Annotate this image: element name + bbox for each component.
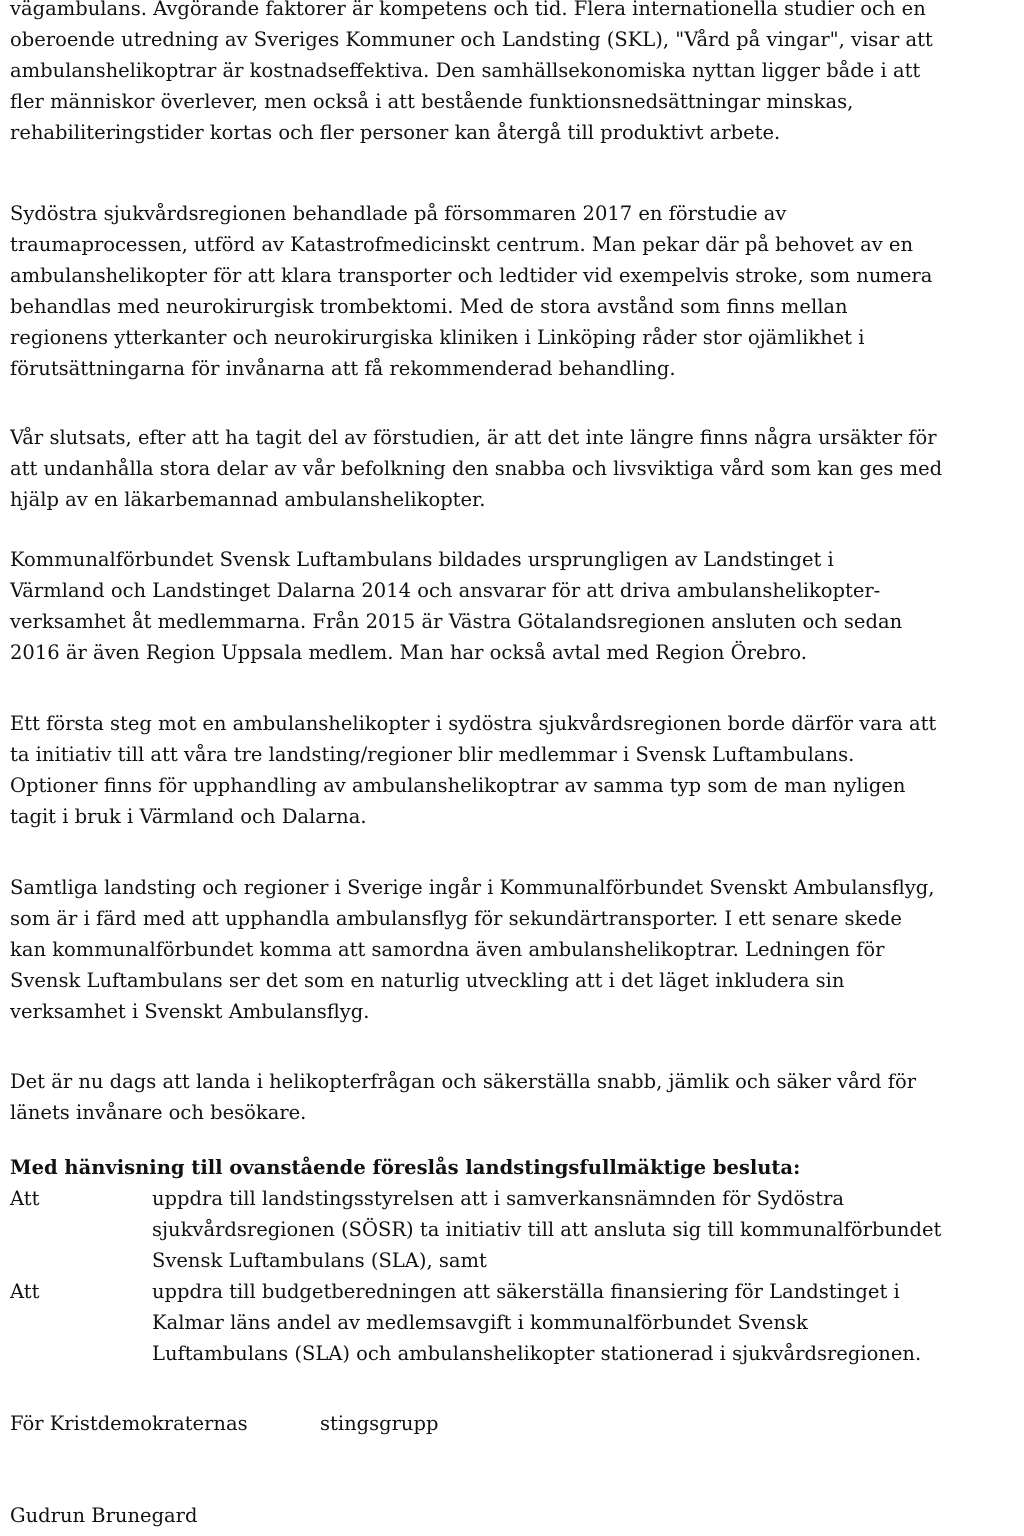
paragraph-2 [10,198,932,384]
text-line: Optioner finns för upphandling av ambulanshelikoptrar av samma typ som de man nyligen [10,774,906,797]
text-line: som är i färd med att upphandla ambulansflyg för sekundärtransporter. I ett senare skede [10,907,902,930]
decision-item-prefix: Att [10,1187,40,1210]
text-line: hjälp av en läkarbemannad ambulanshelikopter. [10,488,486,511]
decision-item-text [152,1183,1015,1276]
signer-name: Gudrun Brunegard [10,1504,198,1527]
text-line: tagit i bruk i Värmland och Dalarna. [10,805,367,828]
decision-item-prefix: Att [10,1280,40,1303]
text-line: Sydöstra sjukvårdsregionen behandlade på försommaren 2017 en förstudie av [10,202,787,225]
text-line: länets invånare och besökare. [10,1101,307,1124]
text-line: verksamhet åt medlemmarna. Från 2015 är Västra Götalandsregionen ansluten och sedan [10,610,903,633]
decision-item-text [152,1276,1015,1369]
paragraph-5 [10,708,936,832]
text-line: ambulanshelikopter för att klara transporter och ledtider vid exempelvis stroke, som numera [10,264,933,287]
signature-party: För Kristdemokraternas [10,1412,248,1435]
text-line: ambulanshelikoptrar är kostnadseffektiva. Den samhällsekonomiska nyttan ligger både i att [10,59,921,82]
paragraph-4 [10,544,902,668]
text-line: Svensk Luftambulans (SLA), samt [152,1249,487,1272]
text-line: behandlas med neurokirurgisk trombektomi. Med de stora avstånd som finns mellan [10,295,848,318]
text-line: Svensk Luftambulans ser det som en naturlig utveckling att i det läget inkludera sin [10,969,845,992]
text-line: att undanhålla stora delar av vår befolkning den snabba och livsviktiga vård som kan ges med [10,457,943,480]
signature-line [10,1408,439,1439]
text-line: Ett första steg mot en ambulanshelikopter i sydöstra sjukvårdsregionen borde därför vara att [10,712,937,735]
signature-group: stingsgrupp [320,1412,439,1435]
text-line: sjukvårdsregionen (SÖSR) ta initiativ till att ansluta sig till kommunalförbundet [152,1218,942,1241]
text-line: uppdra till landstingsstyrelsen att i samverkansnämnden för Sydöstra [152,1187,845,1210]
paragraph-3 [10,422,942,515]
paragraph-7 [10,1066,916,1128]
text-line: traumaprocessen, utförd av Katastrofmedicinskt centrum. Man pekar där på behovet av en [10,233,914,256]
paragraph-1 [10,0,933,148]
text-line: Det är nu dags att landa i helikopterfrågan och säkerställa snabb, jämlik och säker vård för [10,1070,917,1093]
decision-item-2 [10,1276,1015,1369]
paragraph-6 [10,872,934,1027]
text-line: oberoende utredning av Sveriges Kommuner och Landsting (SKL), "Vård på vingar", visar att [10,28,933,51]
text-line: fler människor överlever, men också i att bestående funktionsnedsättningar minskas, [10,90,854,113]
text-line: regionens ytterkanter och neurokirurgiska kliniken i Linköping råder stor ojämlikhet i [10,326,865,349]
text-line: rehabiliteringstider kortas och fler personer kan återgå till produktivt arbete. [10,121,781,144]
decision-section [10,1152,1015,1369]
text-line: Samtliga landsting och regioner i Sverige ingår i Kommunalförbundet Svenskt Ambulansflyg, [10,876,935,899]
text-line: 2016 är även Region Uppsala medlem. Man har också avtal med Region Örebro. [10,641,807,664]
text-line: Kalmar läns andel av medlemsavgift i kommunalförbundet Svensk [152,1311,808,1334]
text-line: uppdra till budgetberedningen att säkerställa finansiering för Landstinget i [152,1280,900,1303]
text-line: Luftambulans (SLA) och ambulanshelikopter stationerad i sjukvårdsregionen. [152,1342,922,1365]
text-line: Vår slutsats, efter att ha tagit del av förstudien, är att det inte längre finns några ursäkter för [10,426,937,449]
text-line: Kommunalförbundet Svensk Luftambulans bildades ursprungligen av Landstinget i [10,548,834,571]
text-line: Värmland och Landstinget Dalarna 2014 och ansvarar för att driva ambulanshelikopter- [10,579,881,602]
decision-heading: Med hänvisning till ovanstående föreslås landstingsfullmäktige besluta: [10,1156,801,1179]
text-line: förutsättningarna för invånarna att få rekommenderad behandling. [10,357,676,380]
text-line: ta initiativ till att våra tre landsting/regioner blir medlemmar i Svensk Luftambulans. [10,743,855,766]
decision-item-1 [10,1183,1015,1276]
text-line: vägambulans. Avgörande faktorer är kompetens och tid. Flera internationella studier och en [10,0,926,20]
text-line: verksamhet i Svenskt Ambulansflyg. [10,1000,370,1023]
text-line: kan kommunalförbundet komma att samordna även ambulanshelikoptrar. Ledningen för [10,938,885,961]
